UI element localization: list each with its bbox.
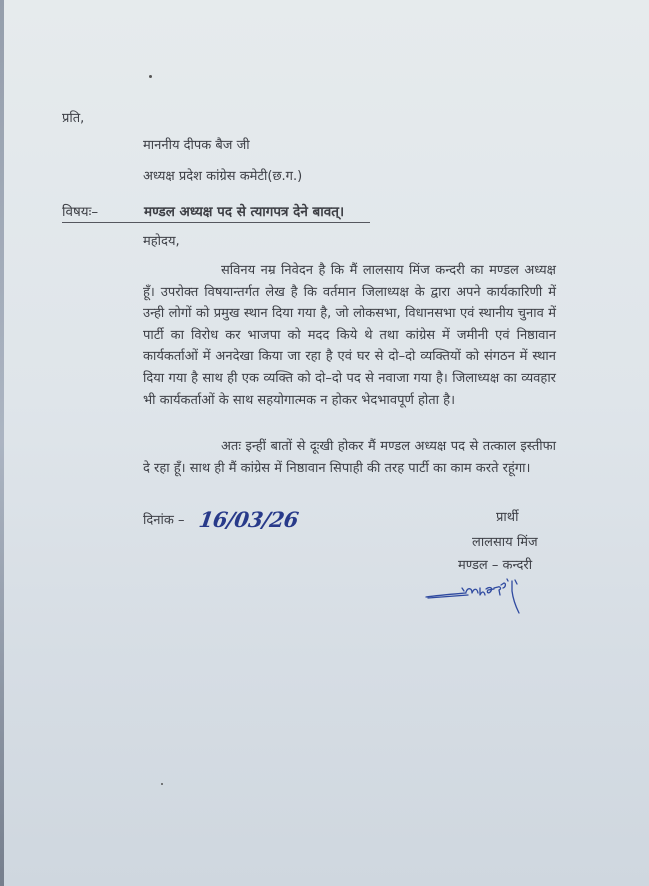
recipient-title: अध्यक्ष प्रदेश कांग्रेस कमेटी(छ.ग.) (143, 169, 303, 184)
body-paragraph-1: सविनय नम्र निवेदन है कि मैं लालसाय मिंज कन्दरी का मण्डल अध्यक्ष हूँ। उपरोक्त विषयान्तर्गत लेख है कि वर्तमान जिलाध्यक्ष के द्वारा अपने कार्यकारिणी में उन्ही लोगों को प्रमुख स्थान दिया गया है, जो लोकसभा, विधानसभा एवं स्थानीय चुनाव में पार्टी का विरोध कर भाजपा को मदद किये थे तथा कांग्रेस में जमीनी एवं निष्ठावान कार्यकर्ताओं में अनदेखा किया जा रहा है एवं घर से दो–दो व्यक्तियों को संगठन में स्थान दिया गया है साथ ही एक व्यक्ति को दो–दो पद से नवाजा गया है। जिलाध्यक्ष का व्यवहार भी कार्यकर्ताओं के साथ सहयोगात्मक न होकर भेदभावपूर्ण होता है। (143, 263, 556, 408)
signature-icon (420, 575, 540, 620)
paper-speck (149, 75, 152, 78)
applicant-mandal: मण्डल – कन्दरी (458, 558, 533, 573)
paper-speck (161, 783, 163, 785)
subject-text: मण्डल अध्यक्ष पद से त्यागपत्र देने बावत्। (144, 204, 345, 220)
body-paragraph-2: अतः इन्हीं बातों से दूःखी होकर मैं मण्डल अध्यक्ष पद से तत्काल इस्तीफा दे रहा हूँ। साथ ही मैं कांग्रेस में निष्ठावान सिपाही की तरह पार्टी का काम करते रहूंगा। (143, 439, 556, 476)
handwritten-date: 16/03/26 (197, 507, 300, 532)
applicant-name: लालसाय मिंज (472, 535, 538, 550)
subject-label: विषयः– (62, 204, 99, 220)
greeting: महोदय, (143, 234, 180, 249)
applicant-label: प्रार्थी (496, 510, 519, 525)
recipient-name: माननीय दीपक बैज जी (143, 138, 250, 153)
subject-line (62, 202, 370, 223)
to-label: प्रति, (62, 111, 85, 126)
date-label: दिनांक – (143, 513, 185, 528)
